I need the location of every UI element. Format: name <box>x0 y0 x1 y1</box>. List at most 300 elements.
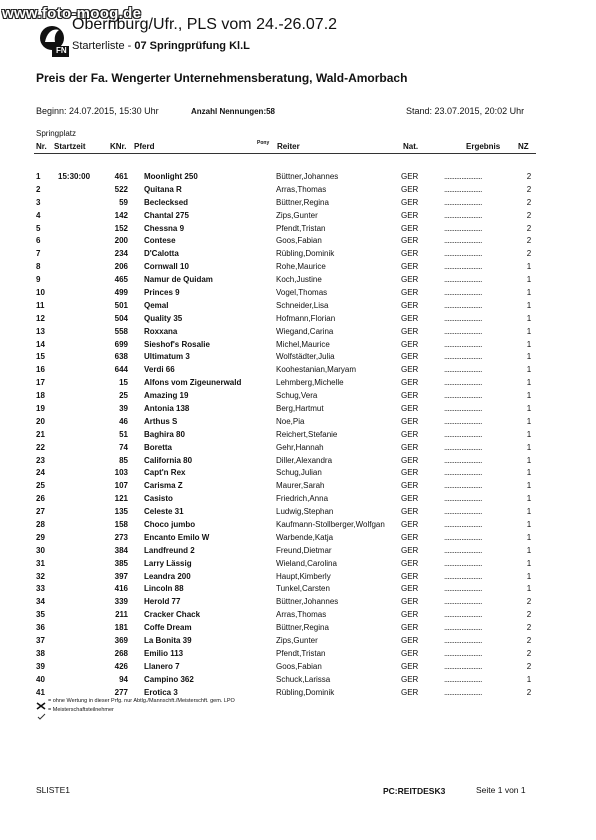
table-row <box>34 479 536 492</box>
row-result: ...................... <box>444 210 482 220</box>
row-rider: Goos,Fabian <box>276 661 322 671</box>
row-nr: 34 <box>36 597 45 607</box>
row-result: ...................... <box>444 558 482 568</box>
col-ergebnis: Ergebnis <box>466 142 501 151</box>
row-rider: Hofmann,Florian <box>276 313 336 323</box>
row-result: ...................... <box>444 571 482 581</box>
row-knr: 135 <box>114 507 128 517</box>
row-knr: 15 <box>119 378 128 388</box>
row-rider: Lehmberg,Michelle <box>276 378 344 388</box>
row-nr: 36 <box>36 623 45 633</box>
row-nr: 39 <box>36 661 45 671</box>
row-nz: 1 <box>526 262 532 272</box>
row-nr: 13 <box>36 326 45 336</box>
col-knr: KNr. <box>110 142 127 151</box>
row-nz: 2 <box>526 236 532 246</box>
row-knr: 461 <box>114 171 128 181</box>
row-rider: Rübling,Dominik <box>276 687 335 697</box>
row-nation: GER <box>401 674 419 684</box>
row-nation: GER <box>401 223 419 233</box>
row-result: ...................... <box>444 519 482 529</box>
row-horse: Chessna 9 <box>144 223 185 233</box>
col-nz: NZ <box>518 142 529 151</box>
row-horse: Chantal 275 <box>144 210 189 220</box>
row-start-time <box>58 363 104 376</box>
row-result: ...................... <box>444 391 482 401</box>
row-horse: Princes 9 <box>144 287 180 297</box>
row-result: ...................... <box>444 532 482 542</box>
row-knr: 107 <box>114 481 128 491</box>
table-row <box>34 170 536 183</box>
row-rider: Schuck,Larissa <box>276 674 331 684</box>
row-nz: 1 <box>526 481 532 491</box>
row-knr: 558 <box>114 326 128 336</box>
row-start-time: 15:30:00 <box>58 171 91 181</box>
starter-table <box>34 170 536 699</box>
row-nr: 3 <box>36 197 41 207</box>
row-nr: 5 <box>36 223 41 233</box>
row-result: ...................... <box>444 223 482 233</box>
arena-label: Springplatz <box>36 129 77 138</box>
table-row <box>34 376 536 389</box>
row-nation: GER <box>401 648 419 658</box>
row-start-time <box>58 647 104 660</box>
row-start-time <box>58 583 104 596</box>
row-nz: 1 <box>526 352 532 362</box>
row-nz: 2 <box>526 661 532 671</box>
status-date: Stand: 23.07.2015, 20:02 Uhr <box>406 106 525 116</box>
row-result: ...................... <box>444 481 482 491</box>
row-knr: 465 <box>114 275 128 285</box>
row-knr: 152 <box>114 223 128 233</box>
row-nz: 1 <box>526 378 532 388</box>
row-nation: GER <box>401 210 419 220</box>
row-start-time <box>58 222 104 235</box>
row-nation: GER <box>401 262 419 272</box>
row-knr: 384 <box>114 545 128 555</box>
row-nr: 11 <box>36 300 45 310</box>
row-start-time <box>58 350 104 363</box>
row-knr: 46 <box>119 416 128 426</box>
row-horse: Coffe Dream <box>144 623 192 633</box>
row-nr: 4 <box>36 210 41 220</box>
row-horse: Cornwall 10 <box>144 262 189 272</box>
row-nation: GER <box>401 519 419 529</box>
row-start-time <box>58 299 104 312</box>
row-knr: 121 <box>114 494 128 504</box>
row-horse: Capt'n Rex <box>144 468 186 478</box>
row-knr: 522 <box>114 184 128 194</box>
table-row <box>34 673 536 686</box>
row-nr: 30 <box>36 545 45 555</box>
row-nation: GER <box>401 378 419 388</box>
row-result: ...................... <box>444 468 482 478</box>
col-startzeit: Startzeit <box>54 142 86 151</box>
row-start-time <box>58 492 104 505</box>
col-nat: Nat. <box>403 142 419 151</box>
row-rider: Ludwig,Stephan <box>276 507 334 517</box>
table-row <box>34 544 536 557</box>
table-row <box>34 260 536 273</box>
row-nation: GER <box>401 481 419 491</box>
row-rider: Büttner,Johannes <box>276 171 339 181</box>
row-start-time <box>58 595 104 608</box>
table-row <box>34 557 536 570</box>
row-knr: 85 <box>119 455 128 465</box>
row-horse: Contese <box>144 236 176 246</box>
row-result: ...................... <box>444 287 482 297</box>
row-rider: Koch,Justine <box>276 275 322 285</box>
row-nation: GER <box>401 339 419 349</box>
table-row <box>34 338 536 351</box>
table-row <box>34 350 536 363</box>
row-start-time <box>58 686 104 699</box>
row-nation: GER <box>401 610 419 620</box>
row-nation: GER <box>401 429 419 439</box>
row-horse: Amazing 19 <box>144 391 189 401</box>
row-nz: 1 <box>526 442 532 452</box>
row-nation: GER <box>401 403 419 413</box>
row-nation: GER <box>401 507 419 517</box>
row-nr: 18 <box>36 391 45 401</box>
row-knr: 142 <box>114 210 128 220</box>
row-nr: 20 <box>36 416 45 426</box>
table-row <box>34 428 536 441</box>
row-rider: Maurer,Sarah <box>276 481 325 491</box>
row-result: ...................... <box>444 275 482 285</box>
table-row <box>34 273 536 286</box>
row-nation: GER <box>401 352 419 362</box>
row-horse: Lincoln 88 <box>144 584 184 594</box>
row-horse: Verdi 66 <box>144 365 175 375</box>
row-result: ...................... <box>444 674 482 684</box>
row-start-time <box>58 479 104 492</box>
row-horse: Ultimatum 3 <box>144 352 190 362</box>
row-knr: 499 <box>114 287 128 297</box>
row-rider: Noe,Pia <box>276 416 305 426</box>
row-nz: 1 <box>526 326 532 336</box>
row-horse: Moonlight 250 <box>144 171 198 181</box>
row-nr: 16 <box>36 365 45 375</box>
row-result: ...................... <box>444 584 482 594</box>
row-rider: Schug,Vera <box>276 391 318 401</box>
row-result: ...................... <box>444 197 482 207</box>
row-knr: 234 <box>114 249 128 259</box>
row-horse: Cracker Chack <box>144 610 201 620</box>
table-row <box>34 570 536 583</box>
row-knr: 74 <box>119 442 128 452</box>
row-knr: 103 <box>114 468 128 478</box>
row-result: ...................... <box>444 545 482 555</box>
table-row <box>34 402 536 415</box>
row-start-time <box>58 196 104 209</box>
row-nation: GER <box>401 558 419 568</box>
row-nz: 2 <box>526 687 532 697</box>
row-nz: 1 <box>526 545 532 555</box>
row-start-time <box>58 247 104 260</box>
table-row <box>34 595 536 608</box>
row-nation: GER <box>401 391 419 401</box>
row-nr: 19 <box>36 403 45 413</box>
row-rider: Schug,Julian <box>276 468 322 478</box>
row-nr: 10 <box>36 287 45 297</box>
row-start-time <box>58 183 104 196</box>
entries-count: Anzahl Nennungen:58 <box>191 107 276 116</box>
row-nr: 27 <box>36 507 45 517</box>
row-knr: 211 <box>115 610 128 620</box>
row-horse: Quitana R <box>144 184 182 194</box>
header-divider <box>34 153 536 154</box>
row-nr: 23 <box>36 455 45 465</box>
row-rider: Pfendt,Tristan <box>276 223 326 233</box>
row-rider: Schneider,Lisa <box>276 300 329 310</box>
row-knr: 638 <box>114 352 128 362</box>
row-start-time <box>58 634 104 647</box>
row-horse: California 80 <box>144 455 193 465</box>
table-row <box>34 634 536 647</box>
row-start-time <box>58 608 104 621</box>
row-nr: 38 <box>36 648 45 658</box>
row-result: ...................... <box>444 365 482 375</box>
row-nz: 2 <box>526 197 532 207</box>
row-nation: GER <box>401 584 419 594</box>
row-nr: 17 <box>36 378 45 388</box>
row-rider: Wolfstädter,Julia <box>276 352 335 362</box>
row-rider: Zips,Gunter <box>276 636 318 645</box>
row-start-time <box>58 234 104 247</box>
row-result: ...................... <box>444 648 482 658</box>
row-knr: 277 <box>114 687 128 697</box>
row-rider: Zips,Gunter <box>276 210 318 220</box>
row-knr: 501 <box>114 300 128 310</box>
row-knr: 39 <box>119 403 128 413</box>
row-knr: 200 <box>114 236 128 246</box>
row-start-time <box>58 428 104 441</box>
row-nr: 2 <box>36 184 41 194</box>
row-nr: 37 <box>36 636 45 645</box>
row-start-time <box>58 557 104 570</box>
row-start-time <box>58 402 104 415</box>
row-horse: Namur de Quidam <box>144 275 213 285</box>
row-knr: 397 <box>114 571 128 581</box>
row-horse: La Bonita 39 <box>144 636 192 645</box>
row-nr: 35 <box>36 610 45 620</box>
table-row <box>34 518 536 531</box>
row-nz: 1 <box>526 494 532 504</box>
row-knr: 268 <box>114 648 128 658</box>
row-nr: 1 <box>36 171 41 181</box>
row-rider: Büttner,Johannes <box>276 597 339 607</box>
row-nz: 2 <box>526 597 532 607</box>
row-result: ...................... <box>444 442 482 452</box>
row-result: ...................... <box>444 403 482 413</box>
row-nz: 1 <box>526 313 532 323</box>
table-row <box>34 454 536 467</box>
legend-check-icon <box>37 707 46 725</box>
table-row <box>34 492 536 505</box>
row-nr: 7 <box>36 249 41 259</box>
row-nation: GER <box>401 416 419 426</box>
row-rider: Wiegand,Carina <box>276 326 334 336</box>
row-start-time <box>58 660 104 673</box>
table-row <box>34 647 536 660</box>
table-row <box>34 505 536 518</box>
row-result: ...................... <box>444 352 482 362</box>
row-nz: 1 <box>526 558 532 568</box>
row-nz: 1 <box>526 429 532 439</box>
table-row <box>34 660 536 673</box>
row-nr: 15 <box>36 352 45 362</box>
row-horse: Casisto <box>144 494 173 504</box>
row-rider: Haupt,Kimberly <box>276 571 331 581</box>
row-rider: Vogel,Thomas <box>276 287 328 297</box>
row-nr: 8 <box>36 262 41 272</box>
row-knr: 339 <box>114 597 128 607</box>
row-nation: GER <box>401 326 419 336</box>
row-result: ...................... <box>444 249 482 259</box>
table-row <box>34 415 536 428</box>
row-horse: Qemal <box>144 300 169 310</box>
row-nation: GER <box>401 275 419 285</box>
row-horse: Sieshof's Rosalie <box>144 339 210 349</box>
row-nz: 2 <box>526 223 532 233</box>
table-row <box>34 325 536 338</box>
row-knr: 94 <box>119 674 128 684</box>
row-start-time <box>58 441 104 454</box>
row-nation: GER <box>401 184 419 194</box>
row-nr: 33 <box>36 584 45 594</box>
col-pony: Pony <box>257 140 270 146</box>
row-nz: 1 <box>526 674 532 684</box>
row-nation: GER <box>401 313 419 323</box>
row-rider: Pfendt,Tristan <box>276 648 326 658</box>
table-row <box>34 222 536 235</box>
row-nation: GER <box>401 171 419 181</box>
row-result: ...................... <box>444 262 482 272</box>
table-row <box>34 583 536 596</box>
row-start-time <box>58 466 104 479</box>
row-nation: GER <box>401 300 419 310</box>
row-nz: 1 <box>526 287 532 297</box>
row-result: ...................... <box>444 687 482 697</box>
row-knr: 206 <box>114 262 128 272</box>
row-start-time <box>58 209 104 222</box>
row-horse: Leandra 200 <box>144 571 191 581</box>
footer-left: SLISTE1 <box>36 785 71 795</box>
row-result: ...................... <box>444 429 482 439</box>
row-nr: 28 <box>36 519 45 529</box>
row-rider: Reichert,Stefanie <box>276 429 338 439</box>
row-knr: 51 <box>119 429 128 439</box>
row-horse: Arthus S <box>144 416 178 426</box>
row-knr: 59 <box>119 197 128 207</box>
row-nr: 9 <box>36 275 41 285</box>
row-rider: Michel,Maurice <box>276 339 330 349</box>
row-horse: Llanero 7 <box>144 661 180 671</box>
row-horse: Beclecksed <box>144 197 189 207</box>
table-row <box>34 234 536 247</box>
row-start-time <box>58 286 104 299</box>
row-knr: 369 <box>114 636 128 645</box>
row-result: ...................... <box>444 636 482 645</box>
row-nation: GER <box>401 532 419 542</box>
row-rider: Arras,Thomas <box>276 184 327 194</box>
row-nz: 2 <box>526 184 532 194</box>
row-result: ...................... <box>444 623 482 633</box>
row-knr: 181 <box>114 623 128 633</box>
row-result: ...................... <box>444 184 482 194</box>
row-nz: 2 <box>526 210 532 220</box>
prize-title: Preis der Fa. Wengerter Unternehmensberatung, Wald-Amorbach <box>36 71 408 85</box>
table-row <box>34 299 536 312</box>
row-start-time <box>58 673 104 686</box>
row-result: ...................... <box>444 313 482 323</box>
row-nr: 40 <box>36 674 45 684</box>
row-start-time <box>58 312 104 325</box>
table-row <box>34 686 536 699</box>
subtitle-prefix: Starterliste - <box>72 40 132 52</box>
row-knr: 273 <box>114 532 128 542</box>
row-nz: 2 <box>526 610 532 620</box>
row-nation: GER <box>401 468 419 478</box>
row-rider: Friedrich,Anna <box>276 494 329 504</box>
row-rider: Gehr,Hannah <box>276 442 324 452</box>
row-nation: GER <box>401 636 419 645</box>
row-rider: Arras,Thomas <box>276 610 327 620</box>
watermark: www.foto-moog.de <box>2 5 142 22</box>
row-result: ...................... <box>444 597 482 607</box>
row-rider: Rübling,Dominik <box>276 249 335 259</box>
table-row <box>34 441 536 454</box>
row-result: ...................... <box>444 661 482 671</box>
row-nr: 6 <box>36 236 41 246</box>
row-result: ...................... <box>444 339 482 349</box>
row-rider: Warbende,Katja <box>276 532 334 542</box>
row-nation: GER <box>401 571 419 581</box>
row-horse: Antonia 138 <box>144 403 190 413</box>
row-nation: GER <box>401 455 419 465</box>
row-nation: GER <box>401 597 419 607</box>
table-row <box>34 196 536 209</box>
row-start-time <box>58 518 104 531</box>
row-horse: Erotica 3 <box>144 687 178 697</box>
table-row <box>34 247 536 260</box>
row-rider: Diller,Alexandra <box>276 455 333 465</box>
fn-logo <box>39 20 69 58</box>
row-horse: Landfreund 2 <box>144 545 195 555</box>
row-nr: 29 <box>36 532 45 542</box>
row-nation: GER <box>401 687 419 697</box>
row-result: ...................... <box>444 494 482 504</box>
row-result: ...................... <box>444 236 482 246</box>
row-nation: GER <box>401 661 419 671</box>
row-result: ...................... <box>444 326 482 336</box>
row-start-time <box>58 531 104 544</box>
row-nation: GER <box>401 545 419 555</box>
row-nation: GER <box>401 287 419 297</box>
row-knr: 25 <box>119 391 128 401</box>
table-row <box>34 312 536 325</box>
table-row <box>34 531 536 544</box>
row-nz: 1 <box>526 416 532 426</box>
row-result: ...................... <box>444 416 482 426</box>
table-row <box>34 209 536 222</box>
row-nation: GER <box>401 442 419 452</box>
row-nz: 1 <box>526 468 532 478</box>
footer-page: Seite 1 von 1 <box>476 785 526 795</box>
row-rider: Berg,Hartmut <box>276 403 324 413</box>
row-rider: Koohestanian,Maryam <box>276 365 357 375</box>
